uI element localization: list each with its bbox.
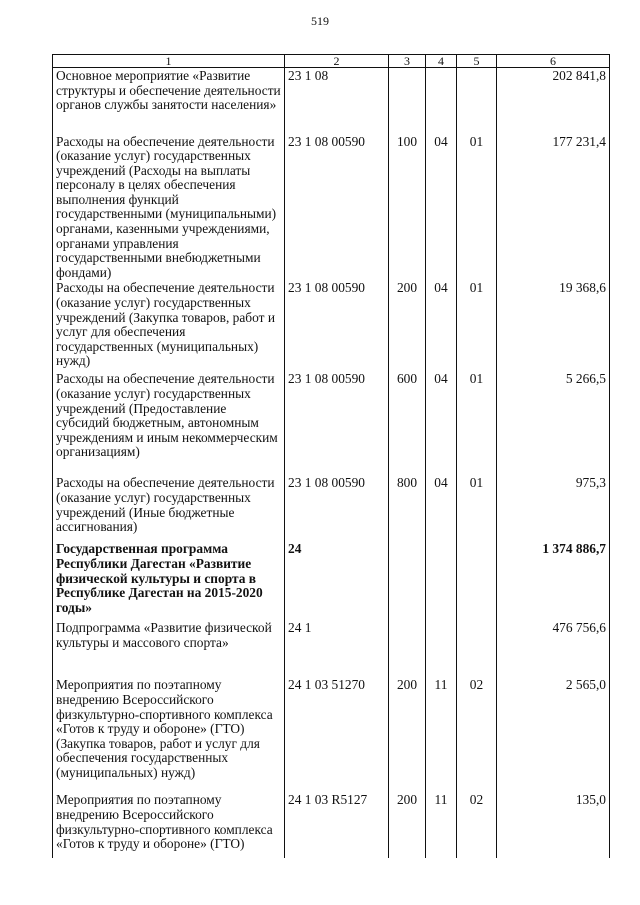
row-name: Подпрограмма «Развитие физической культуры и массового спорта» — [53, 620, 285, 677]
row-c3: 200 — [389, 677, 426, 792]
row-name: Мероприятия по поэтапному внедрению Всероссийского физкультурно-спортивного комплекса «Готов к труду и обороне» (ГТО) — [53, 792, 285, 858]
header-col-2: 2 — [285, 55, 389, 68]
row-c4: 04 — [426, 475, 457, 541]
row-name: Государственная программа Республики Дагестан «Развитие физической культуры и спорта в Республике Дагестан на 2015-2020 годы» — [53, 541, 285, 620]
header-col-3: 3 — [389, 55, 426, 68]
row-amount: 19 368,6 — [497, 280, 610, 371]
row-c4 — [426, 541, 457, 620]
row-c3 — [389, 68, 426, 134]
row-name: Расходы на обеспечение деятельности (оказание услуг) государственных учреждений (Расходы на выплаты персоналу в целях обеспечения выполнения функций государственными (муниципальными) органами, казенными учреждениями, органами управления государственными внебюджетными фондами) — [53, 134, 285, 281]
row-amount: 177 231,4 — [497, 134, 610, 281]
row-c4 — [426, 620, 457, 677]
row-c5 — [457, 620, 497, 677]
row-amount: 135,0 — [497, 792, 610, 858]
row-c5 — [457, 541, 497, 620]
row-c3: 600 — [389, 371, 426, 475]
table-row — [53, 134, 610, 281]
row-c3: 800 — [389, 475, 426, 541]
header-col-1: 1 — [53, 55, 285, 68]
header-col-5: 5 — [457, 55, 497, 68]
row-c5: 01 — [457, 280, 497, 371]
table-row — [53, 475, 610, 541]
table-row — [53, 371, 610, 475]
row-c5: 02 — [457, 677, 497, 792]
header-row — [53, 55, 610, 68]
row-name: Основное мероприятие «Развитие структуры и обеспечение деятельности органов службы занятости населения» — [53, 68, 285, 134]
row-name: Расходы на обеспечение деятельности (оказание услуг) государственных учреждений (Предоставление субсидий бюджетным, автономным учреждениям и иным некоммерческим организациям) — [53, 371, 285, 475]
row-name: Расходы на обеспечение деятельности (оказание услуг) государственных учреждений (Иные бюджетные ассигнования) — [53, 475, 285, 541]
row-amount: 1 374 886,7 — [497, 541, 610, 620]
row-amount: 202 841,8 — [497, 68, 610, 134]
row-c4: 11 — [426, 677, 457, 792]
table-row — [53, 68, 610, 134]
row-amount: 476 756,6 — [497, 620, 610, 677]
row-c3: 200 — [389, 280, 426, 371]
table-row — [53, 620, 610, 677]
row-amount: 975,3 — [497, 475, 610, 541]
page-number: 519 — [311, 14, 329, 28]
row-code: 24 1 03 R5127 — [285, 792, 389, 858]
row-code: 23 1 08 00590 — [285, 134, 389, 281]
row-c4: 11 — [426, 792, 457, 858]
row-c5: 01 — [457, 371, 497, 475]
row-c4 — [426, 68, 457, 134]
table-row — [53, 677, 610, 792]
budget-table — [52, 54, 610, 858]
row-c5: 01 — [457, 475, 497, 541]
table-row — [53, 280, 610, 371]
row-code: 23 1 08 00590 — [285, 475, 389, 541]
row-amount: 5 266,5 — [497, 371, 610, 475]
table-row — [53, 792, 610, 858]
row-c4: 04 — [426, 280, 457, 371]
header-col-4: 4 — [426, 55, 457, 68]
row-code: 23 1 08 00590 — [285, 371, 389, 475]
table-row-program — [53, 541, 610, 620]
row-c5: 02 — [457, 792, 497, 858]
row-c4: 04 — [426, 134, 457, 281]
row-code: 23 1 08 — [285, 68, 389, 134]
row-name: Мероприятия по поэтапному внедрению Всероссийского физкультурно-спортивного комплекса «Готов к труду и обороне» (ГТО) (Закупка товаров, работ и услуг для обеспечения государственных (муниципальных) нужд) — [53, 677, 285, 792]
row-c5 — [457, 68, 497, 134]
row-code: 24 1 03 51270 — [285, 677, 389, 792]
row-name: Расходы на обеспечение деятельности (оказание услуг) государственных учреждений (Закупка товаров, работ и услуг для обеспечения государственных (муниципальных) нужд) — [53, 280, 285, 371]
header-col-6: 6 — [497, 55, 610, 68]
row-c4: 04 — [426, 371, 457, 475]
row-c3 — [389, 620, 426, 677]
row-code: 24 1 — [285, 620, 389, 677]
row-c3: 100 — [389, 134, 426, 281]
row-c3 — [389, 541, 426, 620]
row-code: 24 — [285, 541, 389, 620]
row-c3: 200 — [389, 792, 426, 858]
row-amount: 2 565,0 — [497, 677, 610, 792]
row-code: 23 1 08 00590 — [285, 280, 389, 371]
row-c5: 01 — [457, 134, 497, 281]
